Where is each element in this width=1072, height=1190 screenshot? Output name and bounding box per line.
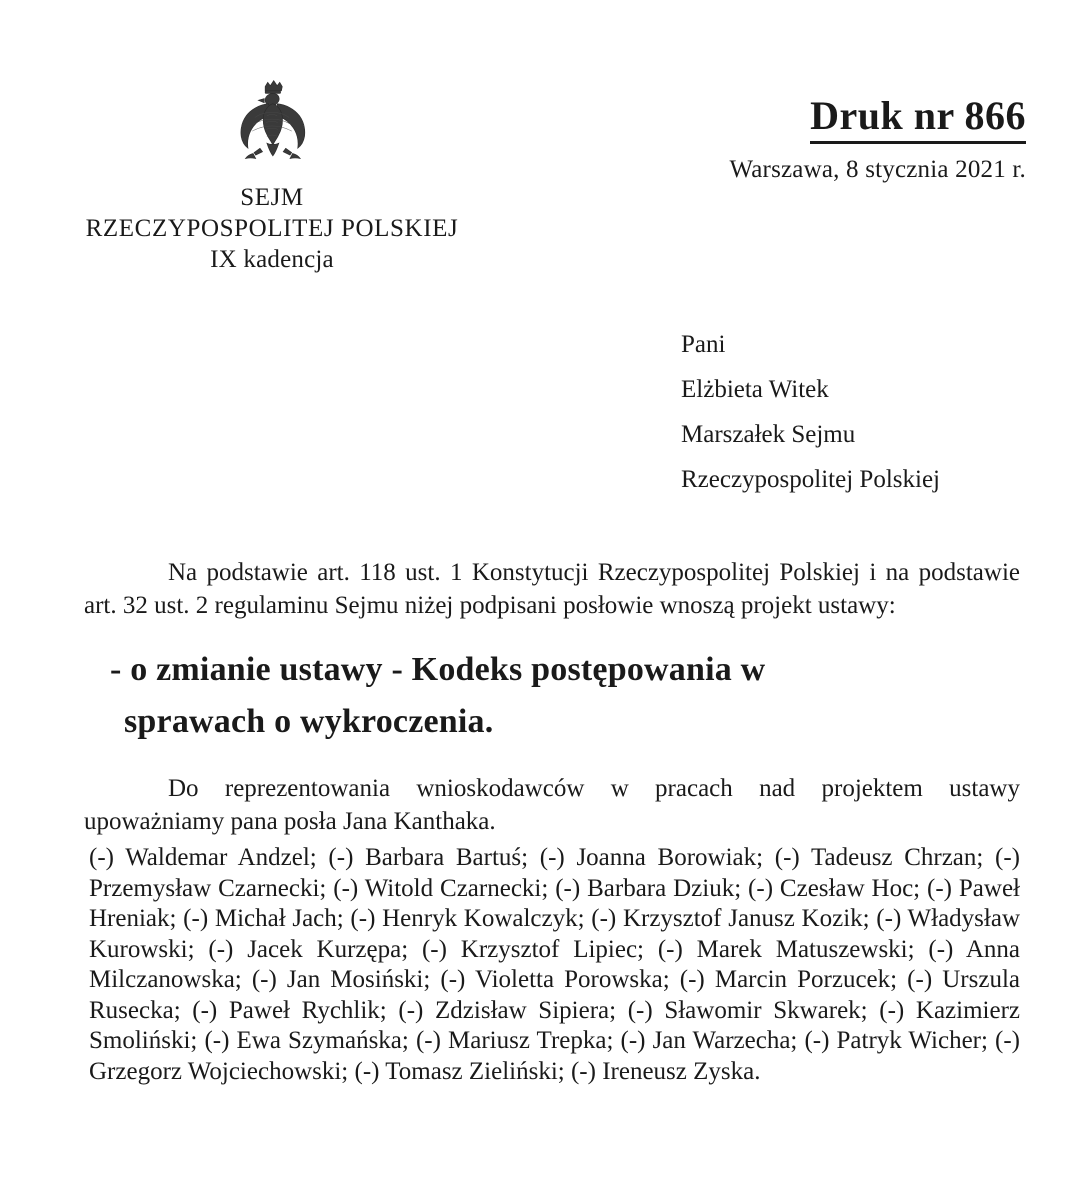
place-and-date: Warszawa, 8 stycznia 2021 r. [729,156,1026,183]
signatory-list-tail: (-) Mariusz Trepka; (-) Jan Warzecha; (-) Patryk Wicher; (-) Grzegorz Wojciechowski; (-) Tomasz Zieliński; (-) Ireneusz Zyska. [89,1027,1020,1085]
bill-title [84,644,1020,748]
signatory-list-body: (-) Waldemar Andzel; (-) Barbara Bartuś; (-) Joanna Borowiak; (-) Tadeusz Chrzan; (-) Przemysław Czarnecki; (-) Witold Czarnecki; (-) Barbara Dziuk; (-) Czesław Hoc; (-) Paweł Hreniak; (-) Michał Jach; (-) Henryk Kowalczyk; (-) Krzysztof Janusz Kozik; (-) Władysław Kurowski; (-) Jacek Kurzępa; (-) Krzysztof Lipiec; (-) Marek Matuszewski; (-) Anna Milczanowska; (-) Jan Mosiński; (-) Violetta Porowska; (-) Marcin Porzucek; (-) Urszula Rusecka; (-) Paweł Rychlik; (-) Zdzisław Sipiera; (-) Sławomir Skwarek; (-) Kazimierz Smoliński; (-) Ewa Szymańska; [89,844,1020,1054]
institution-name-republic: RZECZYPOSPOLITEJ POLSKIEJ [85,215,459,242]
bill-title-line-1: - o zmianie ustawy - Kodeks postępowania w [110,651,766,688]
polish-eagle-emblem-icon [229,78,315,174]
institution-block [62,78,482,275]
legal-basis-paragraph: Na podstawie art. 118 ust. 1 Konstytucji Rzeczypospolitej Polskiej i na podstawie art. 32 ust. 2 regulaminu Sejmu niżej podpisani posłowie wnoszą projekt ustawy: [84,559,1020,619]
print-number: Druk nr 866 [810,92,1026,144]
representation-paragraph: Do reprezentowania wnioskodawców w pracach nad projektem ustawy upoważniamy pana posła Jana Kanthaka. [84,775,1020,835]
institution-name-sejm: SEJM [240,184,304,211]
institution-term: IX kadencja [210,246,334,273]
document-body [84,556,1020,838]
addressee-salutation: Pani [681,331,726,358]
document-header [0,0,1072,290]
print-number-block [729,92,1026,187]
addressee-state: Rzeczypospolitej Polskiej [681,466,940,493]
signatory-list [89,843,1020,1087]
addressee-block [681,322,940,502]
bill-title-line-2: sprawach o wykroczenia. [124,703,494,740]
addressee-office: Marszałek Sejmu [681,421,856,448]
addressee-name: Elżbieta Witek [681,376,829,403]
